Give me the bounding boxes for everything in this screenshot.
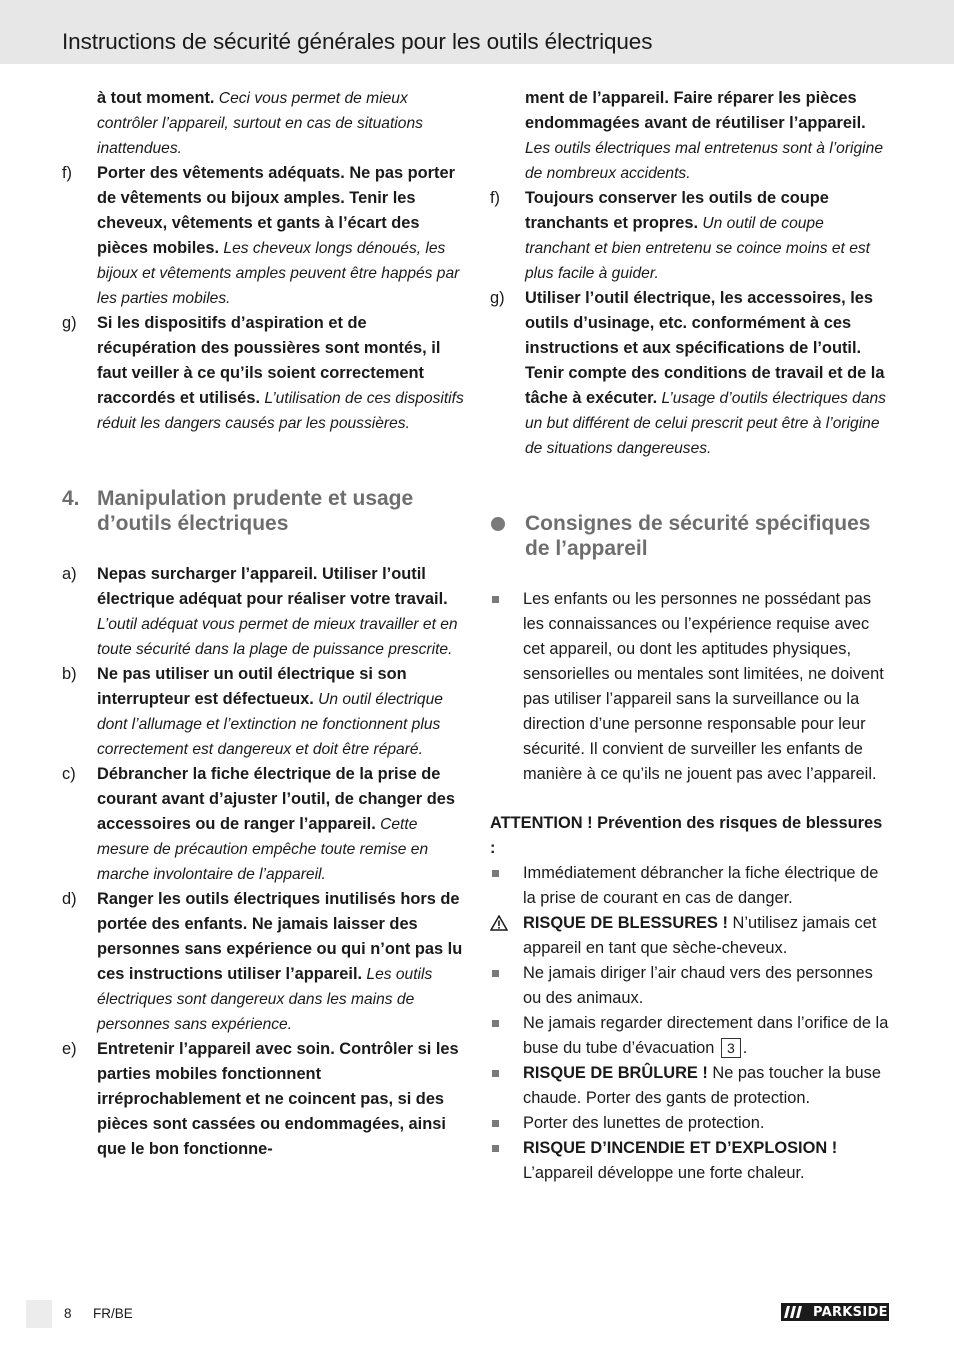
list-item [490, 911, 892, 961]
italic-text: Les cheveux longs dénoués, les bijoux et vêtements amples peuvent être happés par les parties mobiles. [97, 240, 460, 307]
item-f [62, 161, 466, 311]
bold-text: Nepas surcharger l’appareil. Utiliser l’outil électrique adéquat pour réaliser votre travail. [97, 565, 448, 608]
paragraph-continued [62, 86, 466, 161]
bold-text: Toujours conserver les outils de coupe tranchants et propres. [525, 189, 829, 232]
bullet-text: Porter des lunettes de protection. [523, 1114, 765, 1132]
square-bullet-icon [492, 1020, 499, 1027]
section-title: Consignes de sécurité spécifiques de l’appareil [525, 512, 871, 560]
item-f [490, 186, 892, 286]
bold-text: Entretenir l’appareil avec soin. Contrôler si les parties mobiles fonctionnent irréprochablement et ne coincent pas, si des pièces sont cassées ou endommagées, ainsi que le bon fonctionne- [97, 1040, 459, 1158]
item-c [62, 762, 466, 887]
paragraph-continued [490, 86, 892, 186]
italic-text: L’usage d’outils électriques dans un but différent de celui prescrit peut être à l’origine de situations dangereuses. [525, 390, 886, 457]
bold-text: Porter des vêtements adéquats. Ne pas porter de vêtements ou bijoux amples. Tenir les cheveux, vêtements et gants à l’écart des pièces mobiles. [97, 164, 455, 257]
item-a [62, 562, 466, 662]
list-item [490, 1011, 892, 1061]
item-marker: f) [490, 189, 501, 207]
italic-text: L’outil adéquat vous permet de mieux travailler et en toute sécurité dans la plage de puissance prescrite. [97, 616, 458, 658]
bold-text: RISQUE DE BRÛLURE ! [523, 1064, 708, 1082]
bold-text: Utiliser l’outil électrique, les accessoires, les outils d’usinage, etc. conformément à ces instructions et aux spécifications de l’outil. Tenir compte des conditions de travail et de la tâche à exécuter. [525, 289, 885, 407]
part-reference-box: 3 [721, 1038, 741, 1058]
page-number: 8 [64, 1306, 72, 1321]
bold-text: Ne pas utiliser un outil électrique si son interrupteur est défectueux. [97, 665, 407, 708]
attention-heading: ATTENTION ! Prévention des risques de blessures : [490, 814, 883, 857]
bullet-text: Immédiatement débrancher la fiche électrique de la prise de courant en cas de danger. [523, 864, 879, 907]
bullet-dot-icon [491, 517, 505, 531]
logo-text: PARKSIDE [813, 1304, 888, 1320]
list-item [490, 1136, 892, 1186]
italic-text: Un outil électrique dont l’allumage et l’extinction ne fonctionnent plus correctement est dangereux et doit être réparé. [97, 691, 443, 758]
bullet-text: Ne jamais diriger l’air chaud vers des personnes ou des animaux. [523, 964, 873, 1007]
item-marker: d) [62, 890, 77, 908]
square-bullet-icon [492, 1145, 499, 1152]
bullet-text: Ne pas toucher la buse chaude. Porter des gants de protection. [523, 1064, 881, 1107]
list-item [490, 961, 892, 1011]
bold-text: RISQUE DE BLESSURES ! [523, 914, 728, 932]
italic-text: Ceci vous permet de mieux contrôler l’appareil, surtout en cas de situations inattendues. [97, 90, 423, 157]
item-marker: e) [62, 1040, 77, 1058]
bold-text: Ranger les outils électriques inutilisés hors de portée des enfants. Ne jamais laisser des personnes sans expérience ou qui n’ont pas lu ces instructions utiliser l’appareil. [97, 890, 463, 983]
square-bullet-icon [492, 1120, 499, 1127]
square-bullet-icon [492, 596, 499, 603]
item-g [490, 286, 892, 461]
bullet-text: N’utilisez jamais cet appareil en tant que sèche-cheveux. [523, 914, 877, 957]
italic-text: Un outil de coupe tranchant et bien entretenu se coince moins et est plus facile à guider. [525, 215, 871, 282]
italic-text: Les outils électriques mal entretenus sont à l’origine de nombreux accidents. [525, 140, 883, 182]
page-header [0, 0, 954, 64]
bold-text: ment de l’appareil. Faire réparer les pièces endommagées avant de réutiliser l’appareil. [525, 89, 866, 132]
device-safety-heading [490, 511, 892, 561]
language-code: FR/BE [93, 1306, 133, 1321]
list-item [490, 1061, 892, 1111]
item-marker: a) [62, 565, 77, 583]
page-title: Instructions de sécurité générales pour les outils électriques [62, 29, 653, 54]
left-column [62, 86, 466, 1162]
item-marker: g) [62, 314, 77, 332]
item-marker: b) [62, 665, 77, 683]
bold-text: Si les dispositifs d’aspiration et de récupération des poussières sont montés, il faut veiller à ce qu’ils soient correctement raccordés et utilisés. [97, 314, 441, 407]
list-item [490, 587, 892, 787]
item-g [62, 311, 466, 436]
list-item [490, 861, 892, 911]
square-bullet-icon [492, 970, 499, 977]
italic-text: L’utilisation de ces dispositifs réduit les dangers causés par les poussières. [97, 390, 464, 432]
brand-logo [781, 1303, 889, 1321]
bullet-text: . [742, 1039, 748, 1057]
item-marker: g) [490, 289, 505, 307]
warning-triangle-icon [490, 914, 508, 939]
bold-text: à tout moment. [97, 89, 215, 107]
bullet-text: Les enfants ou les personnes ne possédant pas les connaissances ou l’expérience requise avec cet appareil, ou dont les aptitudes physiques, sensorielles ou mentales sont limitées, ne doivent pas utiliser l’appareil sans la surveillance ou la direction d’une personne responsable pour leur sécurité. Il convient de surveiller les enfants de manière à ce qu’ils ne jouent pas avec l’appareil. [523, 590, 884, 783]
bullet-text: Ne jamais regarder directement dans l’orifice de la buse du tube d’évacuation [523, 1014, 889, 1057]
bold-text: RISQUE D’INCENDIE ET D’EXPLOSION ! [523, 1139, 838, 1157]
item-d [62, 887, 466, 1037]
italic-text: Cette mesure de précaution empêche toute remise en marche involontaire de l’appareil. [97, 816, 429, 883]
section-number: 4. [62, 487, 80, 510]
item-marker: f) [62, 164, 73, 182]
footer-tab [26, 1300, 52, 1328]
item-e [62, 1037, 466, 1162]
square-bullet-icon [492, 1070, 499, 1077]
italic-text: Les outils électriques sont dangereux dans les mains de personnes sans expérience. [97, 966, 433, 1033]
item-b [62, 662, 466, 762]
logo-stripes-icon [781, 1303, 811, 1321]
bullet-text: L’appareil développe une forte chaleur. [523, 1164, 805, 1182]
right-column [490, 86, 892, 1186]
section-title: Manipulation prudente et usage d’outils électriques [97, 487, 414, 535]
section-4-heading [62, 486, 466, 536]
square-bullet-icon [492, 870, 499, 877]
bold-text: Débrancher la fiche électrique de la prise de courant avant d’ajuster l’outil, de changer des accessoires ou de ranger l’appareil. [97, 765, 455, 833]
item-marker: c) [62, 765, 76, 783]
list-item [490, 1111, 892, 1136]
